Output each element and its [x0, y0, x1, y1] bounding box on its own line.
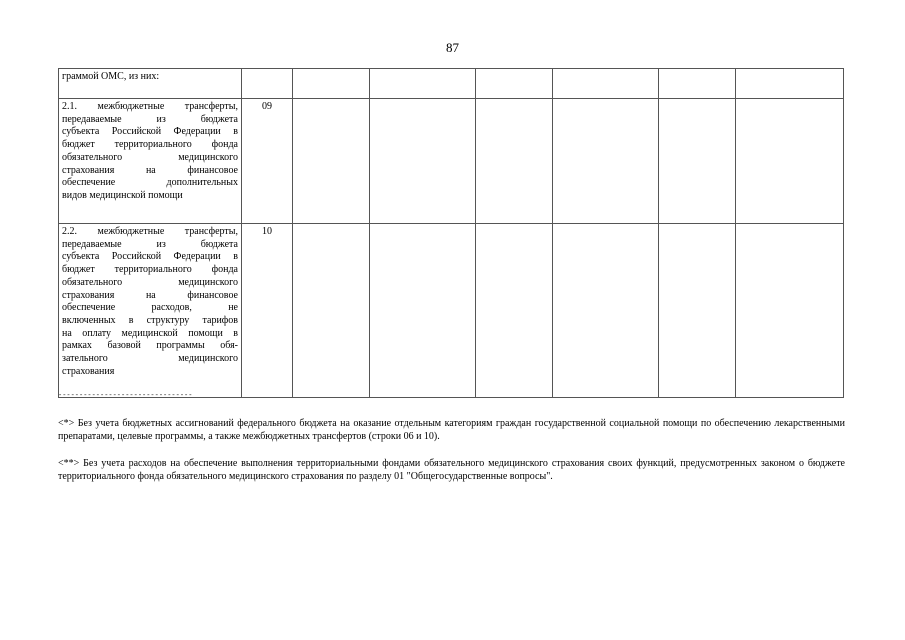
row-label-line: субъекта Российской Федерации в [62, 251, 238, 263]
empty-value-cell [659, 224, 736, 398]
row-label-line: включенных в структуру тарифов [62, 314, 238, 326]
budget-table [58, 68, 844, 398]
footnote-text: <**> Без учета расходов на обеспечение выполнения территориальными фондами обязательного медицинского страхования своих функций, предусмотренных законом о бюджете территориального фонда обязательного медицинского страхования по разделу 01 "Общегосударственные вопросы". [58, 458, 845, 482]
empty-value-cell [293, 69, 370, 99]
empty-value-cell [736, 99, 844, 224]
row-code-cell [242, 69, 293, 99]
empty-value-cell [370, 69, 476, 99]
table-row [59, 99, 844, 224]
empty-value-cell [659, 99, 736, 224]
table-row [59, 224, 844, 398]
row-label-line: на оплату медицинской помощи в [62, 327, 238, 339]
row-label-line: 2.1. межбюджетные трансферты, [62, 101, 238, 112]
row-label-line: зательного медицинского [62, 353, 238, 365]
table-body [59, 69, 844, 398]
row-label-line: обязательного медицинского [62, 276, 238, 288]
empty-value-cell [293, 99, 370, 224]
row-label-line: обеспечение расходов, не [62, 302, 238, 314]
empty-value-cell [476, 69, 553, 99]
row-label-cell [59, 99, 242, 224]
footnote-separator: -------------------------------- [58, 392, 193, 400]
row-label-line: обеспечение дополнительных [62, 177, 238, 189]
row-label-cell [59, 224, 242, 398]
row-label-line: граммой ОМС, из них: [62, 71, 160, 82]
row-label-line: обязательного медицинского [62, 151, 238, 163]
empty-value-cell [736, 224, 844, 398]
row-code-cell: 09 [242, 99, 293, 224]
empty-value-cell [293, 224, 370, 398]
empty-value-cell [370, 99, 476, 224]
row-label-line: рамках базовой программы обя- [62, 340, 238, 352]
row-label-line: страхования на финансовое [62, 289, 238, 301]
row-label-cell [59, 69, 242, 99]
page-number: 87 [446, 40, 459, 55]
empty-value-cell [476, 224, 553, 398]
row-code-cell: 10 [242, 224, 293, 398]
empty-value-cell [553, 224, 659, 398]
row-label-line: страхования [62, 365, 115, 377]
footnote-text: <*> Без учета бюджетных ассигнований федерального бюджета на оказание отдельным категориям граждан государственной социальной помощи по обеспечению лекарственными препаратами, целевые программы, а также межбюджетных трансфертов (строки 06 и 10). [58, 418, 845, 442]
row-label-line: бюджет территориального фонда [62, 139, 238, 151]
empty-value-cell [659, 69, 736, 99]
row-label-line: субъекта Российской Федерации в [62, 126, 238, 138]
row-label-line: передаваемые из бюджета [62, 113, 238, 125]
row-label-line: видов медицинской помощи [62, 189, 183, 201]
row-label-line: бюджет территориального фонда [62, 264, 238, 276]
row-label-line: страхования на финансовое [62, 164, 238, 176]
empty-value-cell [736, 69, 844, 99]
empty-value-cell [553, 99, 659, 224]
table-row [59, 69, 844, 99]
empty-value-cell [370, 224, 476, 398]
row-label-line: передаваемые из бюджета [62, 238, 238, 250]
row-label-line: 2.2. межбюджетные трансферты, [62, 226, 238, 237]
empty-value-cell [476, 99, 553, 224]
empty-value-cell [553, 69, 659, 99]
